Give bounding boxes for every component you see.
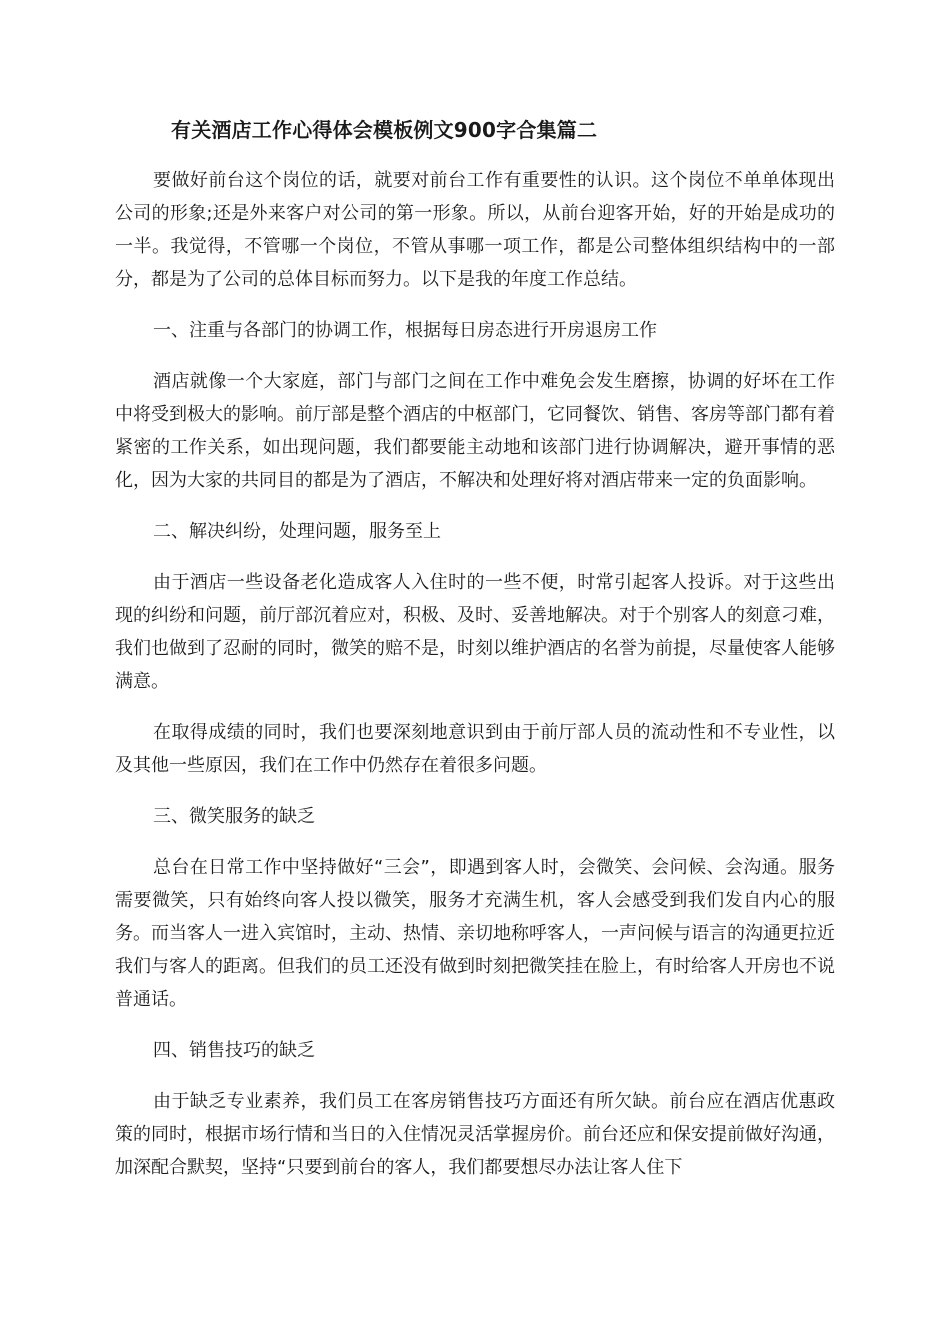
paragraph-section-2: 由于酒店一些设备老化造成客人入住时的一些不便，时常引起客人投诉。对于这些出现的纠纷和问题，前厅部沉着应对，积极、及时、妥善地解决。对于个别客人的刻意刁难，我们也做到了忍耐的同时，微笑的赔不是，时刻以维护酒店的名誉为前提，尽量使客人能够满意。 [115, 572, 835, 692]
paragraph-section-3: 总台在日常工作中坚持做好“三会”，即遇到客人时，会微笑、会问候、会沟通。服务需要微笑，只有始终向客人投以微笑，服务才充满生机，客人会感受到我们发自内心的服务。而当客人一进入宾馆时，主动、热情、亲切地称呼客人，一声问候与语言的沟通更拉近我们与客人的距离。但我们的员工还没有做到时刻把微笑挂在脸上，有时给客人开房也不说普通话。 [115, 857, 835, 1010]
paragraph-section-4: 由于缺乏专业素养，我们员工在客房销售技巧方面还有所欠缺。前台应在酒店优惠政策的同时，根据市场行情和当日的入住情况灵活掌握房价。前台还应和保安提前做好沟通，加深配合默契，坚持“只要到前台的客人，我们都要想尽办法让客人住下 [115, 1091, 835, 1178]
paragraph-intro: 要做好前台这个岗位的话，就要对前台工作有重要性的认识。这个岗位不单单体现出公司的形象;还是外来客户对公司的第一形象。所以，从前台迎客开始，好的开始是成功的一半。我觉得，不管哪一个岗位，不管从事哪一项工作，都是公司整体组织结构中的一部分，都是为了公司的总体目标而努力。以下是我的年度工作总结。 [115, 170, 835, 290]
document-title: 有关酒店工作心得体会模板例文900字合集篇二 [171, 118, 598, 142]
section-heading-3: 三、微笑服务的缺乏 [153, 806, 315, 827]
section-heading-2: 二、解决纠纷，处理问题，服务至上 [153, 521, 441, 542]
section-heading-4: 四、销售技巧的缺乏 [153, 1040, 315, 1061]
section-heading-1: 一、注重与各部门的协调工作，根据每日房态进行开房退房工作 [153, 320, 657, 341]
document-body [115, 164, 835, 1202]
paragraph-section-1: 酒店就像一个大家庭，部门与部门之间在工作中难免会发生磨擦，协调的好坏在工作中将受到极大的影响。前厅部是整个酒店的中枢部门，它同餐饮、销售、客房等部门都有着紧密的工作关系，如出现问题，我们都要能主动地和该部门进行协调解决，避开事情的恶化，因为大家的共同目的都是为了酒店，不解决和处理好将对酒店带来一定的负面影响。 [115, 371, 835, 491]
paragraph-section-2-continued: 在取得成绩的同时，我们也要深刻地意识到由于前厅部人员的流动性和不专业性，以及其他一些原因，我们在工作中仍然存在着很多问题。 [115, 722, 835, 776]
